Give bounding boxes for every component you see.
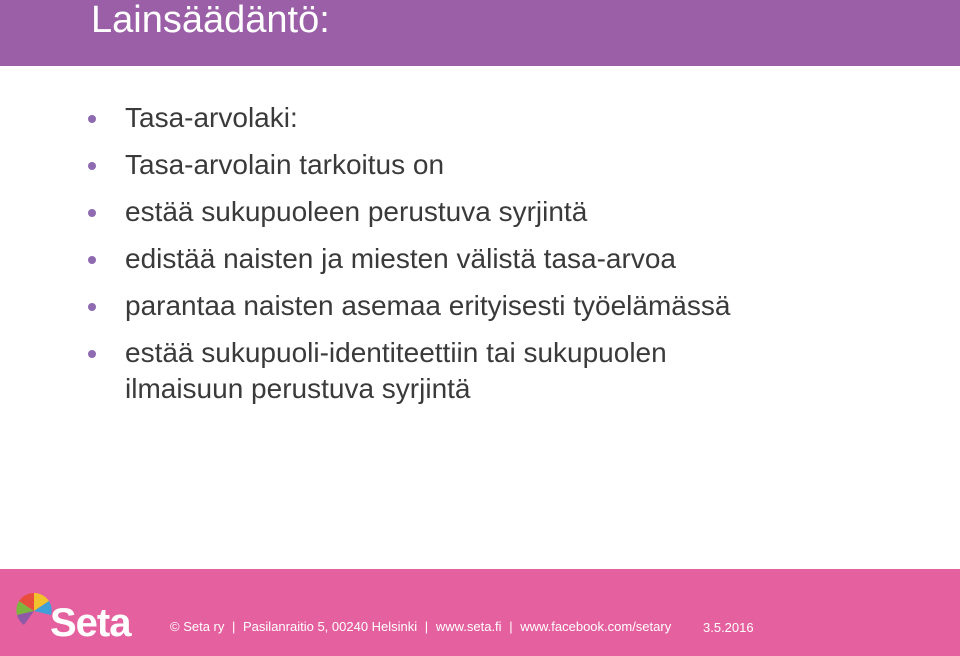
footer-separator: | xyxy=(509,619,513,634)
footer-separator: | xyxy=(424,619,429,634)
bullet-text: estää sukupuoleen perustuva syrjintä xyxy=(125,196,588,227)
bullet-text: edistää naisten ja miesten välistä tasa-arvoa xyxy=(125,243,676,274)
seta-logo xyxy=(14,591,131,647)
footer-facebook-link[interactable]: www.facebook.com/setary xyxy=(520,619,672,634)
footer-separator: | xyxy=(232,619,236,634)
bullet-dot-icon xyxy=(88,162,96,170)
footer-contact xyxy=(170,619,671,635)
bullet-dot-icon xyxy=(88,350,96,358)
title-bar xyxy=(0,0,960,66)
bullet-text: Tasa-arvolain tarkoitus on xyxy=(125,149,445,180)
bullet-dot-icon xyxy=(88,115,96,123)
bullet-text: estää sukupuoli-identiteettiin tai sukupuolen ilmaisuun perustuva syrjintä xyxy=(125,337,667,404)
logo-wordmark: Seta xyxy=(50,601,131,645)
footer-website-link[interactable]: www.seta.fi xyxy=(435,619,502,634)
footer-address: Pasilanraitio 5, 00240 Helsinki xyxy=(243,619,418,634)
bullet-list xyxy=(0,100,960,418)
bullet-item xyxy=(0,288,960,324)
footer-bar xyxy=(0,569,960,656)
footer-date: 3.5.2016 xyxy=(703,620,754,635)
bullet-item xyxy=(0,335,960,407)
bullet-text: parantaa naisten asemaa erityisesti työelämässä xyxy=(125,290,731,321)
bullet-dot-icon xyxy=(88,256,96,264)
bullet-text: Tasa-arvolaki: xyxy=(125,102,298,133)
bullet-item xyxy=(0,147,960,183)
rainbow-logo-icon xyxy=(14,591,54,631)
bullet-item xyxy=(0,194,960,230)
slide-title: Lainsäädäntö: xyxy=(91,0,330,41)
bullet-item xyxy=(0,100,960,136)
bullet-dot-icon xyxy=(88,209,96,217)
bullet-dot-icon xyxy=(88,303,96,311)
footer-copyright: © Seta ry xyxy=(170,619,225,634)
bullet-item xyxy=(0,241,960,277)
